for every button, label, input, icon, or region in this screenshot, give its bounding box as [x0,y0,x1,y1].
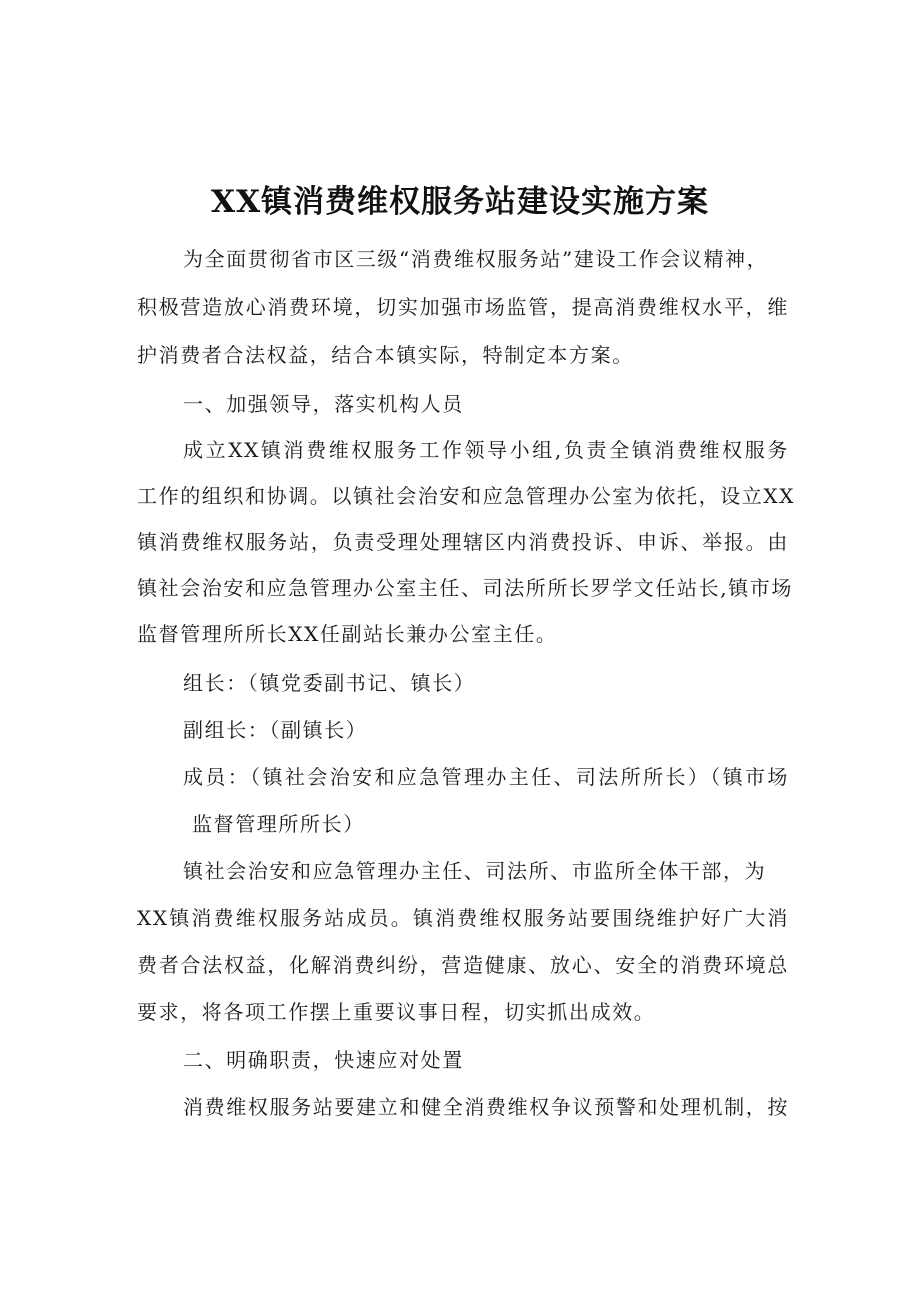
paragraph-line: 费者合法权益，化解消费纠纷，营造健康、放心、安全的消费环境总 [137,953,789,977]
paragraph-line: 监督管理所所长XX任副站长兼办公室主任。 [137,622,558,646]
paragraph-line: 镇社会治安和应急管理办主任、司法所、市监所全体干部，为 [183,859,767,883]
paragraph-line: 镇消费维权服务站，负责受理处理辖区内消费投诉、申诉、举报。由 [137,530,789,554]
member-line: 成员：（镇社会治安和应急管理办主任、司法所所长）（镇市场 [183,765,789,789]
paragraph-line: 镇社会治安和应急管理办公室主任、司法所所长罗学文任站长,镇市场 [137,576,793,600]
member-line: 监督管理所所长） [192,812,365,836]
member-line: 副组长：（副镇长） [183,718,368,742]
document-title: XX镇消费维权服务站建设实施方案 [210,184,710,220]
paragraph-line: 护消费者合法权益，结合本镇实际，特制定本方案。 [137,343,634,367]
section-heading: 一、加强领导，落实机构人员 [183,392,464,416]
section-heading: 二、明确职责，快速应对处置 [183,1048,464,1072]
paragraph-line: 要求，将各项工作摆上重要议事日程，切实抓出成效。 [137,1000,656,1024]
paragraph-line: XX镇消费维权服务站成员。镇消费维权服务站要围绕维护好广大消 [137,906,789,930]
paragraph-line: 成立XX镇消费维权服务工作领导小组,负责全镇消费维权服务 [183,438,789,462]
paragraph-line: 积极营造放心消费环境，切实加强市场监管，提高消费维权水平，维 [137,295,789,319]
paragraph-line: 工作的组织和协调。以镇社会治安和应急管理办公室为依托，设立XX [137,484,796,508]
paragraph-line: 消费维权服务站要建立和健全消费维权争议预警和处理机制，按 [183,1095,789,1119]
member-line: 组长：（镇党委副书记、镇长） [183,671,476,695]
paragraph-line: 为全面贯彻省市区三级“消费维权服务站”建设工作会议精神， [183,247,769,271]
